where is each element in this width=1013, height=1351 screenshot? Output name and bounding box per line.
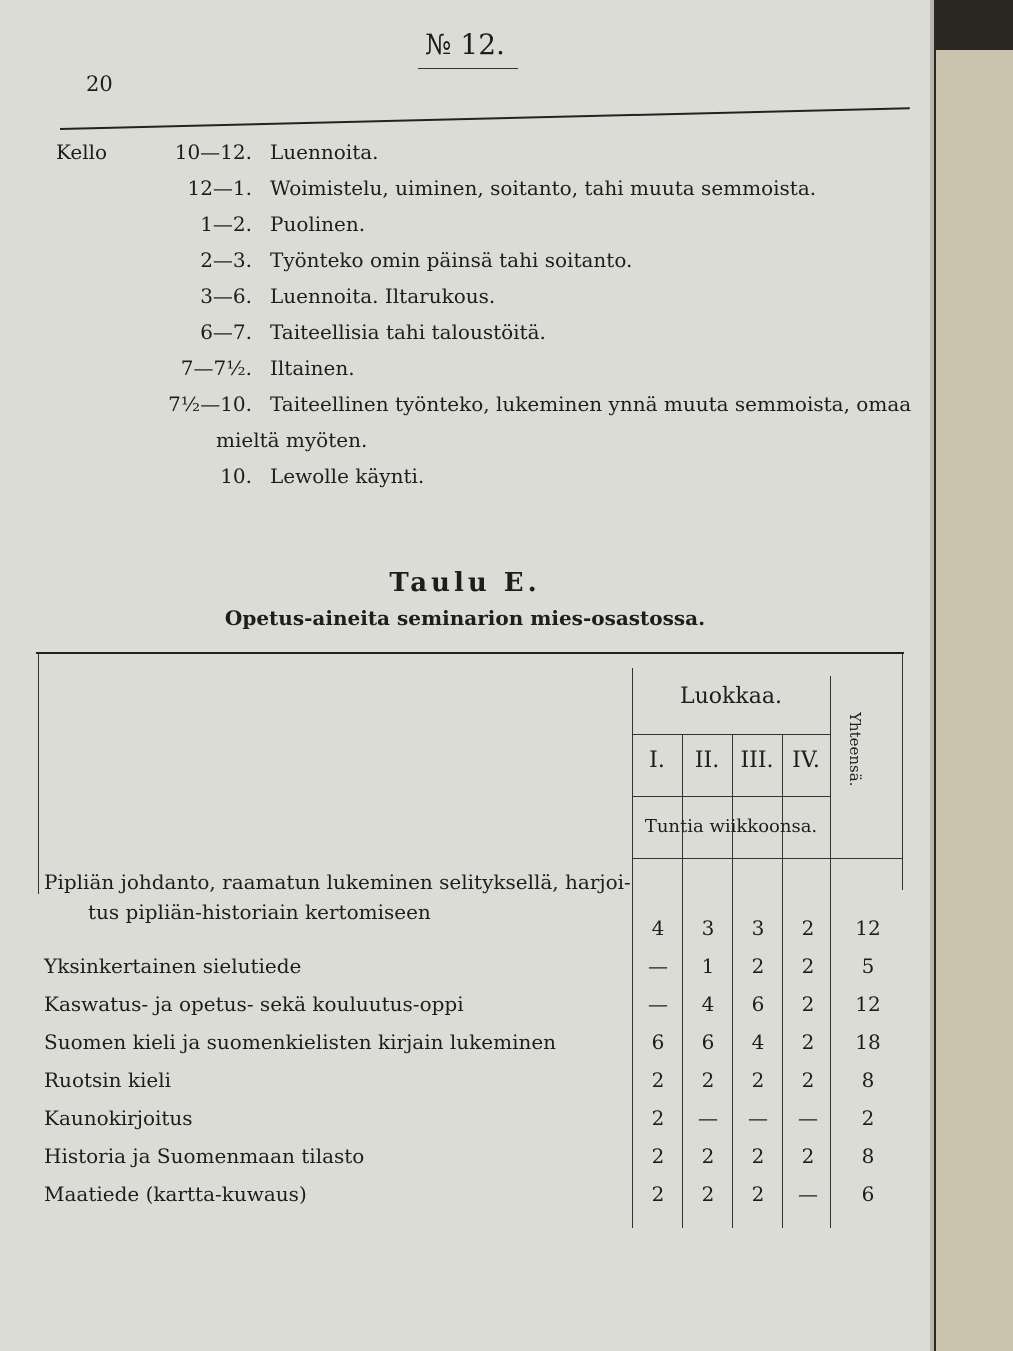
hours-per-week-label: Tuntia wiikkoonsa. <box>644 816 818 837</box>
table-total-divider <box>830 676 831 1228</box>
table-left-border <box>38 654 39 894</box>
hours-cell: 3 <box>751 916 765 940</box>
schedule-activity: Luennoita. <box>270 140 379 164</box>
hours-cell: 6 <box>751 992 765 1016</box>
table-top-rule <box>36 652 904 654</box>
total-cell: 6 <box>861 1182 875 1206</box>
schedule-activity: Työnteko omin päinsä tahi soitanto. <box>270 248 633 272</box>
hours-cell: — <box>648 954 668 978</box>
schedule-row <box>56 284 916 320</box>
subject-name: Historia ja Suomenmaan tilasto <box>44 1144 365 1168</box>
sheet-number: № 12. <box>425 28 505 61</box>
subject-name: Kaunokirjoitus <box>44 1106 193 1130</box>
schedule-time: 2—3. <box>200 248 252 272</box>
total-cell: 12 <box>855 992 881 1016</box>
subject-name: Ruotsin kieli <box>44 1068 172 1092</box>
schedule-activity-continuation: mieltä myöten. <box>216 428 368 452</box>
total-cell: 8 <box>861 1144 875 1168</box>
total-cell: 8 <box>861 1068 875 1092</box>
table-title: Taulu E. <box>389 568 541 598</box>
schedule-activity: Woimistelu, uiminen, soitanto, tahi muuta semmoista. <box>270 176 817 200</box>
schedule-time: 6—7. <box>200 320 252 344</box>
hours-cell: — <box>698 1106 718 1130</box>
hours-cell: 2 <box>651 1182 665 1206</box>
hours-cell: 2 <box>751 1182 765 1206</box>
schedule-time: 1—2. <box>200 212 252 236</box>
schedule-row <box>56 248 916 284</box>
hours-cell: 1 <box>701 954 715 978</box>
schedule-row <box>56 140 916 176</box>
subject-name: Maatiede (kartta-kuwaus) <box>44 1182 307 1206</box>
table-group-rule <box>632 734 830 735</box>
schedule-time: 12—1. <box>187 176 252 200</box>
hours-cell: 4 <box>751 1030 765 1054</box>
table-subtitle: Opetus-aineita seminarion mies-osastossa. <box>224 606 706 630</box>
class-header-2: II. <box>694 748 720 773</box>
hours-cell: — <box>798 1106 818 1130</box>
schedule-activity: Taiteellisia tahi taloustöitä. <box>270 320 546 344</box>
page-number: 20 <box>86 72 113 96</box>
hours-cell: 2 <box>801 916 815 940</box>
hours-cell: 6 <box>651 1030 665 1054</box>
hours-cell: 2 <box>701 1144 715 1168</box>
schedule-activity: Luennoita. Iltarukous. <box>270 284 496 308</box>
schedule-row <box>56 212 916 248</box>
class-header-3: III. <box>740 748 774 773</box>
sheet-number-rule <box>418 68 518 69</box>
subject-name: Pipliän johdanto, raamatun lukeminen selityksellä, harjoi- <box>44 870 631 894</box>
hours-cell: 3 <box>701 916 715 940</box>
total-cell: 2 <box>861 1106 875 1130</box>
hours-cell: 2 <box>751 1144 765 1168</box>
class-header-1: I. <box>649 748 665 773</box>
hours-cell: 2 <box>651 1068 665 1092</box>
daily-schedule <box>56 140 916 500</box>
hours-cell: 2 <box>701 1068 715 1092</box>
schedule-activity: Lewolle käynti. <box>270 464 425 488</box>
hours-cell: 2 <box>801 1068 815 1092</box>
hours-cell: 2 <box>651 1144 665 1168</box>
table-class-rule <box>632 796 830 797</box>
hours-cell: 4 <box>651 916 665 940</box>
classes-group-header: Luokkaa. <box>680 684 782 709</box>
table-col-divider-3 <box>782 734 783 1228</box>
subject-name: Kaswatus- ja opetus- sekä kouluutus-oppi <box>44 992 464 1016</box>
schedule-row <box>56 356 916 392</box>
total-cell: 5 <box>861 954 875 978</box>
table-col-divider-1 <box>682 734 683 1228</box>
total-cell: 12 <box>855 916 881 940</box>
table-header-rule <box>632 858 902 859</box>
class-header-4: IV. <box>792 748 820 773</box>
schedule-time: 10. <box>220 464 252 488</box>
hours-cell: 2 <box>701 1182 715 1206</box>
schedule-row <box>56 320 916 356</box>
hours-cell: 2 <box>751 1068 765 1092</box>
schedule-activity: Taiteellinen työnteko, lukeminen ynnä muuta semmoista, omaa <box>270 392 912 416</box>
schedule-time: 7—7½. <box>180 356 252 380</box>
hours-cell: 2 <box>801 1030 815 1054</box>
schedule-prefix: Kello <box>56 140 108 164</box>
subject-name: Yksinkertainen sielutiede <box>44 954 302 978</box>
schedule-row <box>56 176 916 212</box>
schedule-time: 7½—10. <box>168 392 252 416</box>
hours-cell: 2 <box>801 992 815 1016</box>
hours-cell: 2 <box>751 954 765 978</box>
hours-cell: 2 <box>801 1144 815 1168</box>
schedule-row <box>56 464 916 500</box>
schedule-time: 10—12. <box>174 140 252 164</box>
subject-name: Suomen kieli ja suomenkielisten kirjain lukeminen <box>44 1030 557 1054</box>
header-rule <box>60 107 910 130</box>
hours-cell: 2 <box>651 1106 665 1130</box>
hours-cell: 6 <box>701 1030 715 1054</box>
schedule-activity: Iltainen. <box>270 356 355 380</box>
total-cell: 18 <box>855 1030 881 1054</box>
subject-name-continuation: tus pipliän-historiain kertomiseen <box>88 900 431 924</box>
table-right-border <box>902 654 903 890</box>
schedule-activity: Puolinen. <box>270 212 366 236</box>
schedule-time: 3—6. <box>200 284 252 308</box>
table-col-divider-2 <box>732 734 733 1228</box>
schedule-row <box>56 392 916 428</box>
hours-cell: — <box>648 992 668 1016</box>
hours-cell: — <box>748 1106 768 1130</box>
adjacent-page-edge <box>936 50 1013 1351</box>
hours-cell: 2 <box>801 954 815 978</box>
hours-cell: — <box>798 1182 818 1206</box>
total-column-header: Yhteensä. <box>846 712 864 787</box>
hours-cell: 4 <box>701 992 715 1016</box>
